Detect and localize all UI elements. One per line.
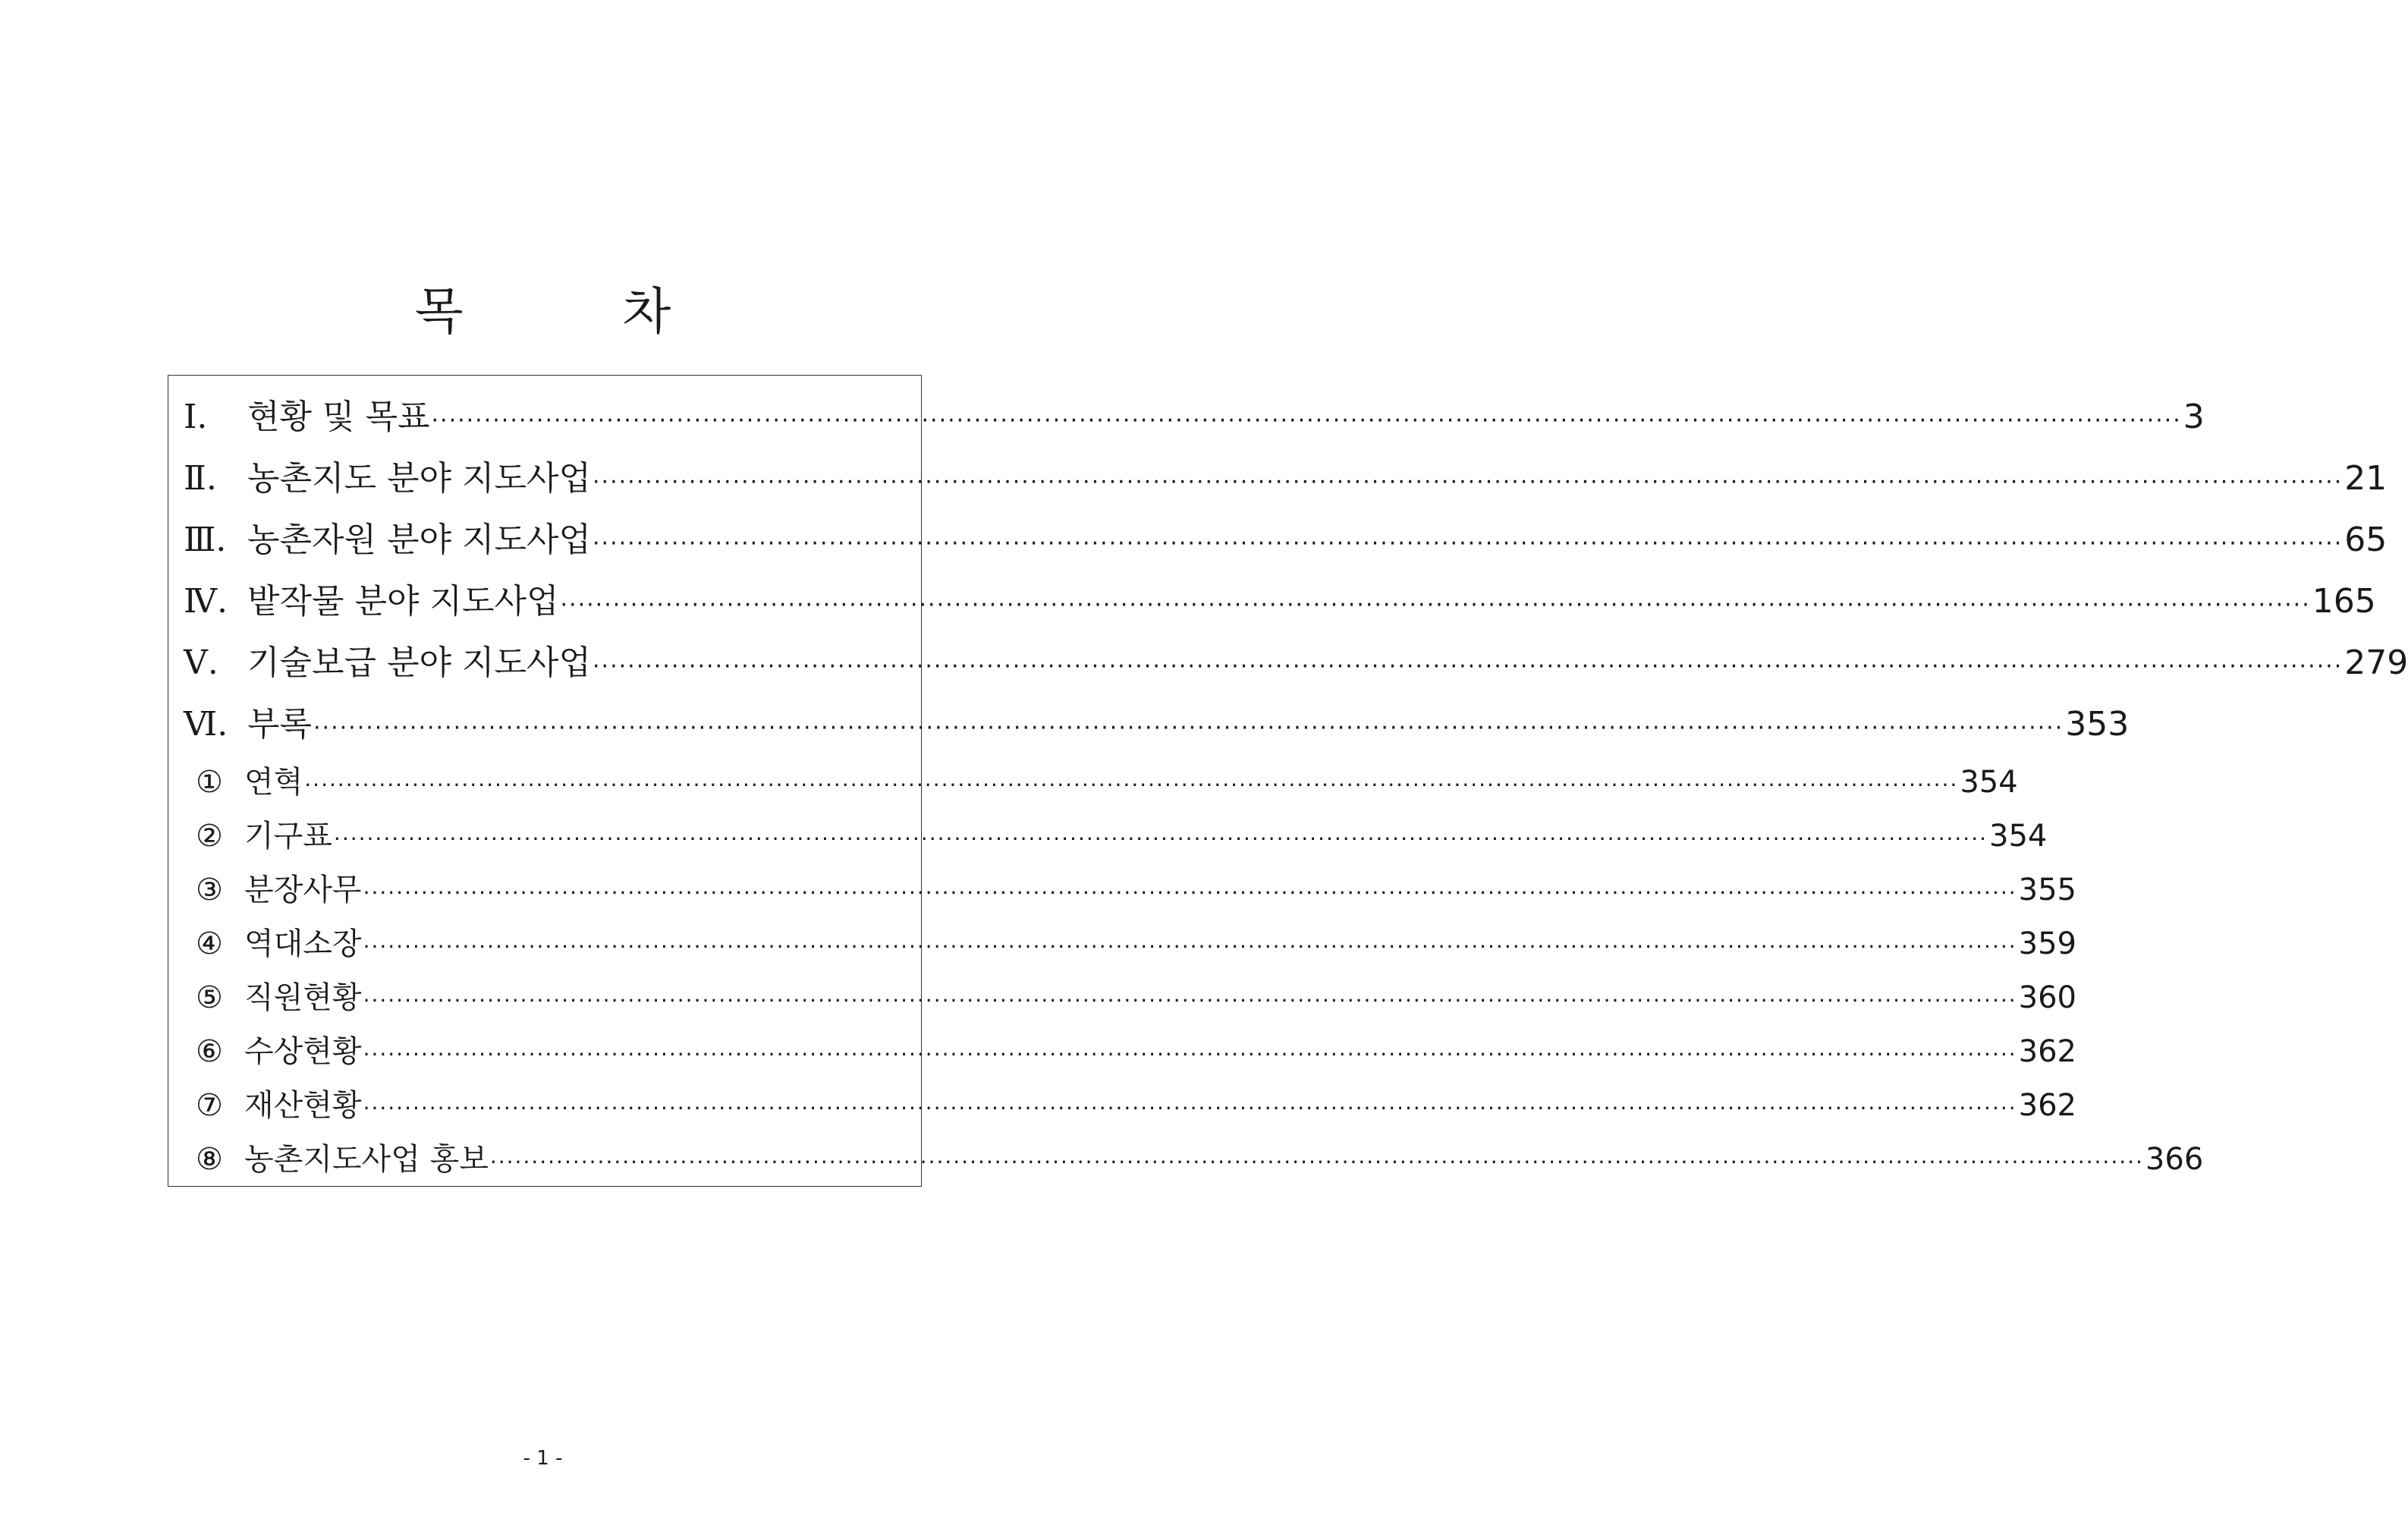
toc-sub-entry-number: ③ <box>196 873 223 907</box>
toc-entry-label: 농촌자원 분야 지도사업 <box>247 521 592 559</box>
toc-entry-number: Ⅰ. <box>184 398 208 436</box>
toc-sub-entry-page: 355 <box>2018 873 2076 907</box>
page-number: - 1 - <box>523 1447 563 1470</box>
toc-entry-page: 65 <box>2344 521 2388 559</box>
toc-sub-entry-page: 362 <box>2018 1034 2076 1069</box>
toc-entry-label: 부록 <box>247 705 313 744</box>
toc-sub-entry[interactable] <box>196 815 2048 857</box>
toc-entry-label: 기술보급 분야 지도사업 <box>247 643 592 682</box>
dot-leader: ········································································································································································································ <box>560 592 2311 618</box>
toc-sub-entry[interactable] <box>196 923 2076 965</box>
toc-sub-entry-page: 362 <box>2018 1088 2076 1123</box>
toc-entry-number: Ⅴ. <box>184 643 218 682</box>
toc-sub-entry-label: 연혁 <box>244 765 303 800</box>
toc-entry[interactable] <box>184 640 2408 686</box>
toc-sub-entry[interactable] <box>196 1138 2204 1181</box>
toc-entry-label: 농촌지도 분야 지도사업 <box>247 459 592 498</box>
dot-leader: ········································································································································································································ <box>363 988 2017 1013</box>
toc-sub-entry-label: 역대소장 <box>244 926 362 961</box>
toc-sub-entry-label: 수상현황 <box>244 1034 362 1069</box>
toc-sub-entry[interactable] <box>196 1084 2076 1127</box>
dot-leader: ········································································································································································································ <box>363 934 2017 959</box>
title-first-char: 목 <box>414 282 464 341</box>
toc-sub-entry-page: 360 <box>2018 980 2076 1015</box>
toc-entry-page: 21 <box>2344 459 2388 498</box>
title-second-char: 차 <box>622 282 671 341</box>
toc-sub-entry[interactable] <box>196 761 2018 804</box>
toc-sub-entry-number: ① <box>196 765 223 800</box>
toc-entry-label: 현황 및 목표 <box>247 398 430 436</box>
dot-leader: ········································································································································································································ <box>313 715 2064 741</box>
toc-sub-entry-number: ⑥ <box>196 1034 223 1069</box>
toc-entry-number: Ⅲ. <box>184 521 227 559</box>
toc-entry[interactable] <box>184 579 2376 624</box>
toc-sub-entry-number: ⑦ <box>196 1088 223 1123</box>
dot-leader: ········································································································································································································ <box>431 407 2182 434</box>
toc-sub-entry[interactable] <box>196 977 2076 1019</box>
toc-entry-page: 279 <box>2344 643 2408 682</box>
toc-sub-entry-label: 기구표 <box>244 819 332 854</box>
dot-leader: ········································································································································································································ <box>489 1150 2144 1175</box>
toc-sub-entry-number: ⑧ <box>196 1142 223 1177</box>
toc-entry[interactable] <box>184 456 2388 502</box>
dot-leader: ········································································································································································································ <box>363 1042 2017 1067</box>
dot-leader: ········································································································································································································ <box>333 826 1988 851</box>
toc-sub-entry[interactable] <box>196 869 2076 911</box>
toc-sub-entry-label: 분장사무 <box>244 873 362 907</box>
toc-entry[interactable] <box>184 395 2205 440</box>
toc-sub-entry-page: 354 <box>1989 819 2048 854</box>
toc-entry[interactable] <box>184 517 2388 563</box>
toc-sub-entry-number: ② <box>196 819 223 854</box>
toc-sub-entry[interactable] <box>196 1030 2076 1073</box>
toc-sub-entry-label: 재산현황 <box>244 1088 362 1123</box>
toc-sub-entry-label: 직원현황 <box>244 980 362 1015</box>
dot-leader: ········································································································································································································ <box>304 772 1959 797</box>
toc-sub-entry-number: ④ <box>196 926 223 961</box>
toc-entry-number: Ⅵ. <box>184 705 228 744</box>
dot-leader: ········································································································································································································ <box>593 530 2344 557</box>
toc-sub-entry-page: 366 <box>2145 1142 2204 1177</box>
toc-entry-number: Ⅳ. <box>184 582 228 621</box>
toc-sub-entry-page: 359 <box>2018 926 2076 961</box>
toc-entry-label: 밭작물 분야 지도사업 <box>247 582 559 621</box>
toc-entry-page: 165 <box>2312 582 2376 621</box>
toc-entry-number: Ⅱ. <box>184 459 217 498</box>
toc-entry[interactable] <box>184 702 2130 747</box>
dot-leader: ········································································································································································································ <box>363 880 2017 905</box>
toc-sub-entry-number: ⑤ <box>196 980 223 1015</box>
toc-entry-page: 353 <box>2065 705 2130 744</box>
page-title <box>0 278 1086 346</box>
toc-sub-entry-label: 농촌지도사업 홍보 <box>244 1142 489 1177</box>
dot-leader: ········································································································································································································ <box>593 469 2344 495</box>
dot-leader: ········································································································································································································ <box>593 653 2344 680</box>
table-of-contents <box>168 375 2408 1187</box>
dot-leader: ········································································································································································································ <box>363 1096 2017 1121</box>
toc-sub-entry-page: 354 <box>1960 765 2018 800</box>
toc-entry-page: 3 <box>2183 398 2205 436</box>
